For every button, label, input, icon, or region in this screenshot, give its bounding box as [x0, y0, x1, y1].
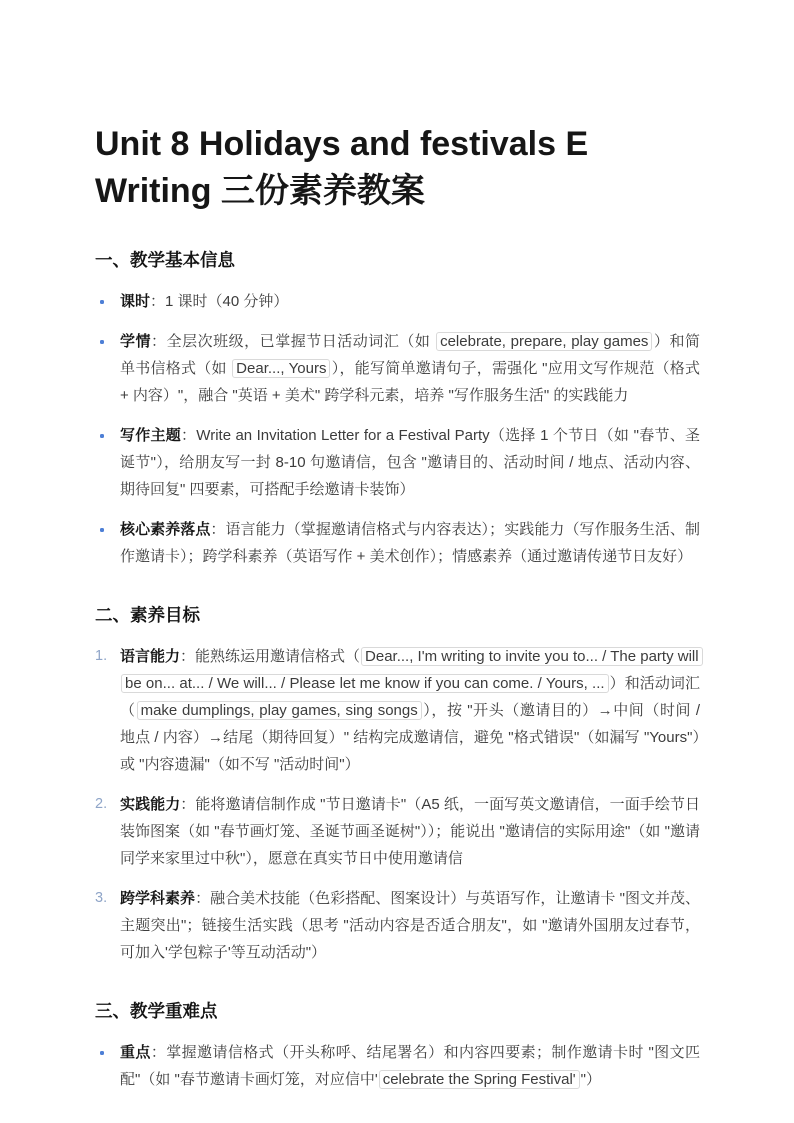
item-label: 学情 — [120, 333, 152, 350]
item-paragraph — [120, 422, 700, 503]
bullet-marker — [95, 1039, 120, 1093]
section-heading: 三、教学重难点 — [95, 1001, 218, 1021]
bullet-icon — [100, 340, 104, 344]
item-label: 语言能力 — [120, 648, 181, 665]
section-items — [95, 643, 700, 966]
item-text: ）和简单书信格式（如 — [120, 333, 700, 377]
list-item — [95, 1039, 700, 1093]
bullet-marker — [95, 328, 120, 409]
item-paragraph — [120, 791, 700, 872]
item-paragraph — [120, 885, 700, 966]
bullet-icon — [100, 434, 104, 438]
inline-english-box: celebrate the Spring Festival' — [379, 1070, 580, 1089]
item-text: ：语言能力（掌握邀请信格式与内容表达）；实践能力（写作服务生活、制作邀请卡）；跨学科素养（英语写作 + 美术创作）；情感素养（通过邀请传递节日友好） — [120, 521, 700, 565]
list-item — [95, 791, 700, 872]
item-number: 3. — [95, 890, 108, 906]
section-items — [95, 1039, 700, 1093]
list-item — [95, 288, 700, 315]
bullet-marker — [95, 516, 120, 570]
item-text: ：融合美术技能（色彩搭配、图案设计）与英语写作，让邀请卡 "图文并茂、主题突出"；链接生活实践（思考 "活动内容是否适合朋友"，如 "邀请外国朋友过春节，可加入'学包粽子'等互动活动"） — [120, 890, 700, 961]
item-text: ），按 "开头（邀请目的）→中间（时间 / 地点 / 内容）→结尾（期待回复）" 结构完成邀请信，避免 "格式错误"（如漏写 "Yours"）或 "内容遗漏"（如不写 "活动时间"） — [120, 702, 700, 773]
list-item — [95, 422, 700, 503]
item-text: ：掌握邀请信格式（开头称呼、结尾署名）和内容四要素；制作邀请卡时 "图文匹配"（如 "春节邀请卡画灯笼，对应信中' — [120, 1044, 700, 1088]
item-paragraph — [120, 1039, 700, 1093]
item-number: 1. — [95, 648, 108, 664]
bullet-icon — [100, 1051, 104, 1055]
item-number: 2. — [95, 796, 108, 812]
item-label: 实践能力 — [120, 796, 181, 813]
item-text: ：1 课时（40 分钟） — [150, 293, 289, 310]
inline-english-box: Dear..., I'm writing to invite you to... / The party will be on... at... / We will... / Please let me know if you can come. / Yours, ... — [121, 647, 703, 693]
bullet-icon — [100, 528, 104, 532]
document-body — [95, 247, 700, 1093]
section-key-points — [95, 998, 700, 1093]
item-text: ：能熟练运用邀请信格式（ — [180, 648, 361, 665]
item-text: "） — [580, 1071, 601, 1088]
item-label: 写作主题 — [120, 427, 182, 444]
item-text: ），能写简单邀请句子，需强化 "应用文写作规范（格式 + 内容）"，融合 "英语 + 美术" 跨学科元素，培养 "写作服务生活" 的实践能力 — [120, 360, 700, 404]
section-basic-info — [95, 247, 700, 570]
item-paragraph — [120, 288, 700, 315]
bullet-marker — [95, 288, 120, 315]
inline-english-box: celebrate, prepare, play games — [436, 332, 652, 351]
section-heading: 二、素养目标 — [95, 605, 200, 625]
section-items — [95, 288, 700, 570]
item-paragraph — [120, 516, 700, 570]
item-text: ：全层次班级，已掌握节日活动词汇（如 — [151, 333, 436, 350]
section-heading: 一、教学基本信息 — [95, 250, 235, 270]
item-paragraph — [120, 643, 700, 778]
item-text: ：能将邀请信制作成 "节日邀请卡"（A5 纸，一面写英文邀请信，一面手绘节日装饰图案（如 "春节画灯笼、圣诞节画圣诞树"））；能说出 "邀请信的实际用途"（如 "邀请同学来家里过中秋"），愿意在真实节日中使用邀请信 — [120, 796, 700, 867]
bullet-icon — [100, 300, 104, 304]
bullet-marker — [95, 422, 120, 503]
item-paragraph — [120, 328, 700, 409]
item-label: 重点 — [120, 1044, 151, 1061]
list-item — [95, 643, 700, 778]
item-label: 核心素养落点 — [120, 521, 211, 538]
list-item — [95, 328, 700, 409]
document-title: Unit 8 Holidays and festivals E Writing 三份素养教案 — [95, 125, 589, 210]
item-text: ）和活动词汇（ — [120, 675, 700, 719]
item-label: 跨学科素养 — [120, 890, 196, 907]
list-item — [95, 516, 700, 570]
list-item — [95, 885, 700, 966]
inline-english-box: Dear..., Yours — [232, 359, 330, 378]
section-literacy-goals — [95, 602, 700, 966]
inline-english-box: make dumplings, play games, sing songs — [137, 701, 422, 720]
item-text: ：Write an Invitation Letter for a Festival Party（选择 1 个节日（如 "春节、圣诞节"），给朋友写一封 8-10 句邀请信，包含 "邀请目的、活动时间 / 地点、活动内容、期待回复" 四要素，可搭配手绘邀请卡装饰） — [120, 427, 700, 498]
item-label: 课时 — [120, 293, 151, 310]
